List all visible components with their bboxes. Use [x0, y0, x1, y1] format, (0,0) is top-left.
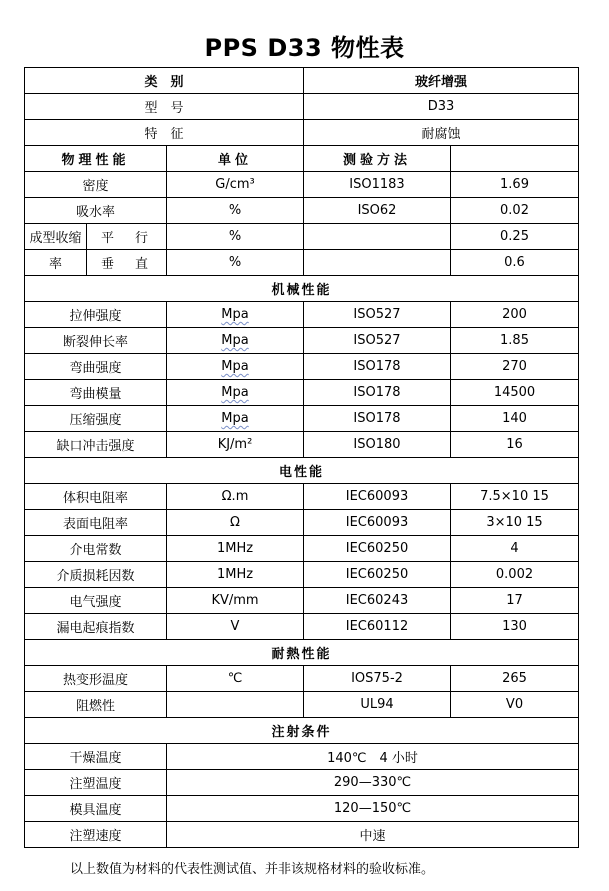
property-name: 缺口冲击强度: [25, 432, 167, 458]
table-row: [25, 588, 579, 614]
property-name: 体积电阻率: [25, 484, 167, 510]
property-value: 130: [451, 614, 579, 640]
property-method: IEC60250: [304, 562, 451, 588]
section-thermal: [25, 640, 579, 666]
feature-row: [25, 120, 579, 146]
condition-name: 注塑速度: [25, 822, 167, 848]
property-name: 平 行: [87, 224, 167, 250]
column-unit: 单位: [167, 146, 304, 172]
section-injection: [25, 718, 579, 744]
property-unit: ℃: [167, 666, 304, 692]
property-unit: 1MHz: [167, 562, 304, 588]
property-method: IEC60093: [304, 510, 451, 536]
table-row: [25, 250, 579, 276]
property-unit: V: [167, 614, 304, 640]
page-title: PPS D33 物性表: [204, 34, 405, 62]
property-name: 电气强度: [25, 588, 167, 614]
table-row: [25, 744, 579, 770]
property-name: 热变形温度: [25, 666, 167, 692]
table-row: [25, 614, 579, 640]
property-value: 1.69: [451, 172, 579, 198]
column-property: 物理性能: [25, 146, 167, 172]
section-title: 机械性能: [25, 276, 579, 302]
property-method: IEC60112: [304, 614, 451, 640]
table-row: [25, 796, 579, 822]
property-unit: Mpa: [167, 354, 304, 380]
property-method: IEC60243: [304, 588, 451, 614]
property-method: ISO527: [304, 302, 451, 328]
property-unit: %: [167, 250, 304, 276]
condition-name: 干燥温度: [25, 744, 167, 770]
table-row: [25, 198, 579, 224]
table-row: [25, 484, 579, 510]
table-row: [25, 510, 579, 536]
property-value: 0.02: [451, 198, 579, 224]
property-name: 表面电阻率: [25, 510, 167, 536]
property-name: 阻燃性: [25, 692, 167, 718]
property-method: [304, 224, 451, 250]
property-name: 吸水率: [25, 198, 167, 224]
property-value: 4: [451, 536, 579, 562]
category-row: [25, 68, 579, 94]
property-unit: [167, 692, 304, 718]
property-value: 3×10 15: [451, 510, 579, 536]
property-unit: Mpa: [167, 328, 304, 354]
property-value: 14500: [451, 380, 579, 406]
shrinkage-label-top: 成型收缩: [25, 224, 87, 250]
property-unit: KV/mm: [167, 588, 304, 614]
property-unit: Mpa: [167, 406, 304, 432]
property-method: ISO178: [304, 354, 451, 380]
condition-value: 中速: [167, 822, 579, 848]
property-value: 7.5×10 15: [451, 484, 579, 510]
table-row: [25, 822, 579, 848]
property-value: 16: [451, 432, 579, 458]
column-method: 测验方法: [304, 146, 451, 172]
property-method: ISO527: [304, 328, 451, 354]
table-row: [25, 666, 579, 692]
condition-value: 120—150℃: [167, 796, 579, 822]
table-row: [25, 562, 579, 588]
property-name: 弯曲强度: [25, 354, 167, 380]
property-value: 140: [451, 406, 579, 432]
property-name: 压缩强度: [25, 406, 167, 432]
property-method: ISO1183: [304, 172, 451, 198]
property-method: IEC60093: [304, 484, 451, 510]
column-value: [451, 146, 579, 172]
property-method: [304, 250, 451, 276]
table-row: [25, 432, 579, 458]
section-title: 注射条件: [25, 718, 579, 744]
table-row: [25, 536, 579, 562]
property-method: ISO62: [304, 198, 451, 224]
table-row: [25, 172, 579, 198]
table-row: [25, 380, 579, 406]
property-name: 弯曲模量: [25, 380, 167, 406]
property-unit: %: [167, 198, 304, 224]
category-label: 类 别: [25, 68, 304, 94]
property-value: 200: [451, 302, 579, 328]
property-name: 介电常数: [25, 536, 167, 562]
property-unit: 1MHz: [167, 536, 304, 562]
condition-name: 模具温度: [25, 796, 167, 822]
model-row: [25, 94, 579, 120]
property-value: 265: [451, 666, 579, 692]
property-method: UL94: [304, 692, 451, 718]
property-table: [24, 67, 579, 848]
table-row: [25, 692, 579, 718]
property-unit: Mpa: [167, 302, 304, 328]
table-row: [25, 354, 579, 380]
property-value: 0.25: [451, 224, 579, 250]
property-value: V0: [451, 692, 579, 718]
property-method: ISO178: [304, 380, 451, 406]
section-mechanical: [25, 276, 579, 302]
property-method: ISO180: [304, 432, 451, 458]
shrinkage-label-bottom: 率: [25, 250, 87, 276]
property-method: ISO178: [304, 406, 451, 432]
section-electrical: [25, 458, 579, 484]
property-unit: KJ/m²: [167, 432, 304, 458]
table-row: [25, 770, 579, 796]
property-name: 拉伸强度: [25, 302, 167, 328]
property-unit: Mpa: [167, 380, 304, 406]
condition-value: 140℃ 4 小时: [167, 744, 579, 770]
property-method: IEC60250: [304, 536, 451, 562]
footnote: 以上数值为材料的代表性测试值、并非该规格材料的验收标准。: [70, 862, 435, 877]
feature-label: 特 征: [25, 120, 304, 146]
section-title: 电性能: [25, 458, 579, 484]
property-name: 断裂伸长率: [25, 328, 167, 354]
property-name: 垂 直: [87, 250, 167, 276]
property-unit: %: [167, 224, 304, 250]
property-method: IOS75-2: [304, 666, 451, 692]
table-row: [25, 224, 579, 250]
property-value: 17: [451, 588, 579, 614]
model-label: 型 号: [25, 94, 304, 120]
category-value: 玻纤增强: [304, 68, 579, 94]
property-unit: Ω.m: [167, 484, 304, 510]
property-value: 1.85: [451, 328, 579, 354]
property-value: 0.6: [451, 250, 579, 276]
property-value: 270: [451, 354, 579, 380]
property-name: 介质损耗因数: [25, 562, 167, 588]
property-unit: Ω: [167, 510, 304, 536]
property-value: 0.002: [451, 562, 579, 588]
model-value: D33: [304, 94, 579, 120]
table-row: [25, 406, 579, 432]
section-title: 耐熱性能: [25, 640, 579, 666]
property-unit: G/cm³: [167, 172, 304, 198]
property-name: 漏电起痕指数: [25, 614, 167, 640]
table-row: [25, 302, 579, 328]
feature-value: 耐腐蚀: [304, 120, 579, 146]
condition-name: 注塑温度: [25, 770, 167, 796]
table-row: [25, 328, 579, 354]
column-header-row: [25, 146, 579, 172]
condition-value: 290—330℃: [167, 770, 579, 796]
property-name: 密度: [25, 172, 167, 198]
